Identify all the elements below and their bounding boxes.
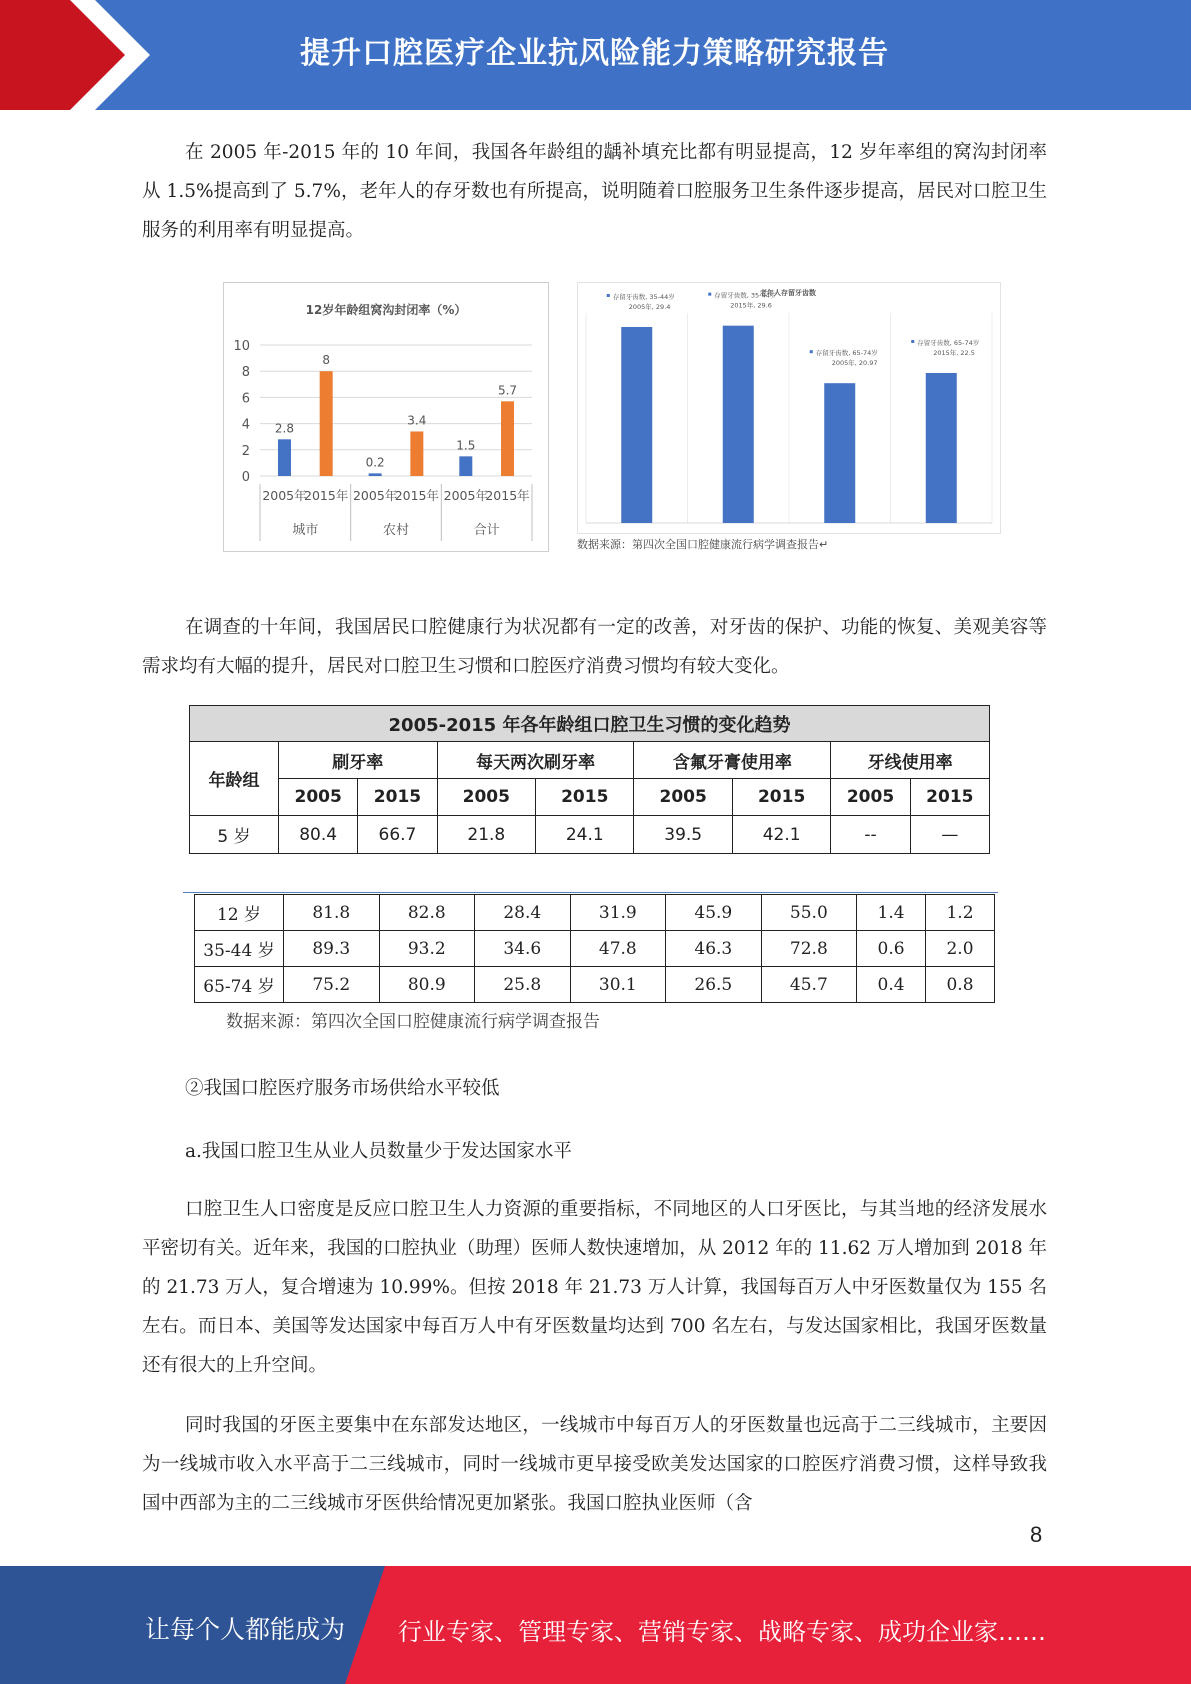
y-tick-label: 10 <box>233 339 250 354</box>
table-year-header: 2005 <box>279 779 358 816</box>
table-year-header: 2015 <box>358 779 437 816</box>
report-title: 提升口腔医疗企业抗风险能力策略研究报告 <box>300 36 889 71</box>
table-cell: 1.4 <box>857 895 926 931</box>
table-cell: 2.0 <box>926 931 995 967</box>
table-cell: 66.7 <box>358 816 437 854</box>
table-cell: 24.1 <box>536 816 634 854</box>
data-label: 2.8 <box>274 421 295 436</box>
x-tick-label: 2005年 <box>352 488 398 503</box>
paragraph-1: 在 2005 年-2015 年的 10 年间，我国各年龄组的龋补填充比都有明显提高，12 岁年率组的窝沟封闭率从 1.5%提高到了 5.7%，老年人的存牙数也有所提高，说明随着口腔服务卫生条件逐步提高，居民对口腔卫生服务的利用率有明显提高。 <box>142 142 1047 241</box>
chart-source-note: 数据来源：第四次全国口腔健康流行病学调查报告↵ <box>577 538 829 551</box>
table-cell: 75.2 <box>284 967 380 1003</box>
table-cell: 1.2 <box>926 895 995 931</box>
bar <box>926 373 957 523</box>
x-tick-label: 2015年 <box>394 488 440 503</box>
table-cell: 35-44 岁 <box>195 931 284 967</box>
bar <box>369 473 382 476</box>
label-marker <box>911 340 914 343</box>
section-heading: ②我国口腔医疗服务市场供给水平较低 <box>185 1078 500 1099</box>
data-label: 2005年, 29.4 <box>628 303 671 311</box>
x-group-label: 农村 <box>382 523 410 538</box>
table-cell: 28.4 <box>475 895 571 931</box>
table-cell: 42.1 <box>732 816 830 854</box>
y-tick-label: 8 <box>241 365 250 381</box>
x-tick-label: 2005年 <box>262 488 307 503</box>
data-label: 0.2 <box>365 455 385 470</box>
data-label: 8 <box>322 353 331 368</box>
oral-hygiene-table-continued <box>194 894 995 1003</box>
table-cell: 55.0 <box>761 895 857 931</box>
table-cell: 5 岁 <box>190 816 279 854</box>
table-cell: 46.3 <box>666 931 762 967</box>
footer-slogan-right: 行业专家、管理专家、营销专家、战略专家、成功企业家…… <box>398 1618 1046 1646</box>
data-label: 5.7 <box>497 383 518 398</box>
paragraph-2: 在调查的十年间，我国居民口腔健康行为状况都有一定的改善，对牙齿的保护、功能的恢复、美观美容等需求均有大幅的提升，居民对口腔卫生习惯和口腔医疗消费习惯均有较大变化。 <box>142 617 1047 677</box>
x-group-label: 合计 <box>473 523 500 538</box>
table-cell: — <box>910 816 989 854</box>
table-year-header: 2015 <box>536 779 634 816</box>
bar <box>459 456 472 476</box>
x-group-label: 城市 <box>292 523 319 538</box>
table-cell: 81.8 <box>284 895 380 931</box>
x-tick-label: 2005年 <box>443 488 488 503</box>
sealant-rate-chart-svg <box>224 283 548 551</box>
data-label: 存留牙齿数, 35-44岁 <box>714 291 777 300</box>
data-label: 1.5 <box>456 438 476 453</box>
table-cell: 30.1 <box>570 967 666 1003</box>
table-cell: 0.6 <box>857 931 926 967</box>
table-cell: 82.8 <box>379 895 475 931</box>
table-row-header: 年龄组 <box>190 742 279 816</box>
chart-title: 老年人存留牙齿数 <box>760 289 816 297</box>
label-marker <box>708 293 711 296</box>
table-cell: 39.5 <box>634 816 732 854</box>
table-group-header: 含氟牙膏使用率 <box>634 742 831 779</box>
bar <box>723 326 754 523</box>
table-cell: 0.4 <box>857 967 926 1003</box>
data-label: 3.4 <box>407 413 427 428</box>
table-group-header: 刷牙率 <box>279 742 438 779</box>
table-cell: 34.6 <box>475 931 571 967</box>
table-cell: 80.9 <box>379 967 475 1003</box>
table-cell: 12 岁 <box>195 895 284 931</box>
table-page-break-line <box>183 892 998 893</box>
table-caption: 2005-2015 年各年龄组口腔卫生习惯的变化趋势 <box>190 706 990 742</box>
y-tick-label: 0 <box>241 470 250 485</box>
table-cell: 65-74 岁 <box>195 967 284 1003</box>
data-label: 2015年, 29.6 <box>730 301 772 310</box>
chart-title: 12岁年龄组窝沟封闭率（%） <box>305 303 467 317</box>
table-cell: 93.2 <box>379 931 475 967</box>
table-year-header: 2015 <box>910 779 989 816</box>
paragraph-3: 口腔卫生人口密度是反应口腔卫生人力资源的重要指标，不同地区的人口牙医比，与其当地的经济发展水平密切有关。近年来，我国的口腔执业（助理）医师人数快速增加，从 2012 年的 11.62 万人增加到 2018 年的 21.73 万人，复合增速为 10.99%。但按 2018 年 21.73 万人计算，我国每百万人中牙医数量仅为 155 名左右。而日本、美国等发达国家中每百万人中有牙医数量均达到 700 名左右，与发达国家相比，我国牙医数量还有很大的上升空间。 <box>142 1199 1047 1376</box>
bar <box>621 327 652 523</box>
elderly-teeth-chart <box>577 282 1001 534</box>
table-row <box>190 816 990 854</box>
bar <box>410 431 423 476</box>
table-cell: 26.5 <box>666 967 762 1003</box>
data-label: 存留牙齿数, 35-44岁 <box>612 293 675 301</box>
label-marker <box>810 350 813 353</box>
table-group-header: 每天两次刷牙率 <box>437 742 634 779</box>
x-tick-label: 2015年 <box>485 488 530 503</box>
table-cell: 89.3 <box>284 931 380 967</box>
table-cell: 21.8 <box>437 816 535 854</box>
header-chevron-icon <box>0 0 160 110</box>
paragraph-4: 同时我国的牙医主要集中在东部发达地区，一线城市中每百万人的牙医数量也远高于二三线城市，主要因为一线城市收入水平高于二三线城市，同时一线城市更早接受欧美发达国家的口腔医疗消费习惯，这样导致我国中西部为主的二三线城市牙医供给情况更加紧张。我国口腔执业医师（含 <box>142 1415 1047 1514</box>
sealant-rate-chart <box>223 282 549 552</box>
page-header <box>0 0 1191 110</box>
bar <box>278 439 291 476</box>
table-group-header: 牙线使用率 <box>831 742 990 779</box>
table-cell: 72.8 <box>761 931 857 967</box>
x-tick-label: 2015年 <box>304 488 349 503</box>
table-cell: 45.9 <box>666 895 762 931</box>
table-cell: 45.7 <box>761 967 857 1003</box>
y-tick-label: 4 <box>241 417 250 433</box>
data-label: 2005年, 20.97 <box>831 359 878 368</box>
bar <box>320 371 333 476</box>
data-label: 2015年, 22.5 <box>933 349 975 357</box>
page-footer <box>0 1566 1191 1684</box>
y-tick-label: 2 <box>241 443 250 459</box>
data-label: 存留牙齿数, 65-74岁 <box>917 339 980 347</box>
label-marker <box>607 294 610 297</box>
y-tick-label: 6 <box>241 391 250 407</box>
data-label: 存留牙齿数, 65-74岁 <box>815 349 878 358</box>
table-year-header: 2005 <box>437 779 535 816</box>
page-number: 8 <box>1030 1522 1043 1547</box>
table-year-header: 2005 <box>634 779 732 816</box>
table-cell: 0.8 <box>926 967 995 1003</box>
table-cell: 25.8 <box>475 967 571 1003</box>
table-year-header: 2005 <box>831 779 910 816</box>
bar <box>501 401 514 476</box>
table-cell: 80.4 <box>279 816 358 854</box>
table-row <box>195 931 995 967</box>
table-row <box>195 895 995 931</box>
elderly-teeth-chart-svg <box>578 283 1000 533</box>
footer-slogan-left: 让每个人都能成为 <box>145 1615 346 1644</box>
table-source-note: 数据来源：第四次全国口腔健康流行病学调查报告 <box>226 1012 600 1032</box>
oral-hygiene-table <box>189 705 990 854</box>
table-row <box>195 967 995 1003</box>
table-cell: 31.9 <box>570 895 666 931</box>
subsection-heading: a.我国口腔卫生从业人员数量少于发达国家水平 <box>185 1141 572 1162</box>
bar <box>824 383 855 523</box>
table-cell: -- <box>831 816 910 854</box>
table-cell: 47.8 <box>570 931 666 967</box>
table-year-header: 2015 <box>732 779 830 816</box>
